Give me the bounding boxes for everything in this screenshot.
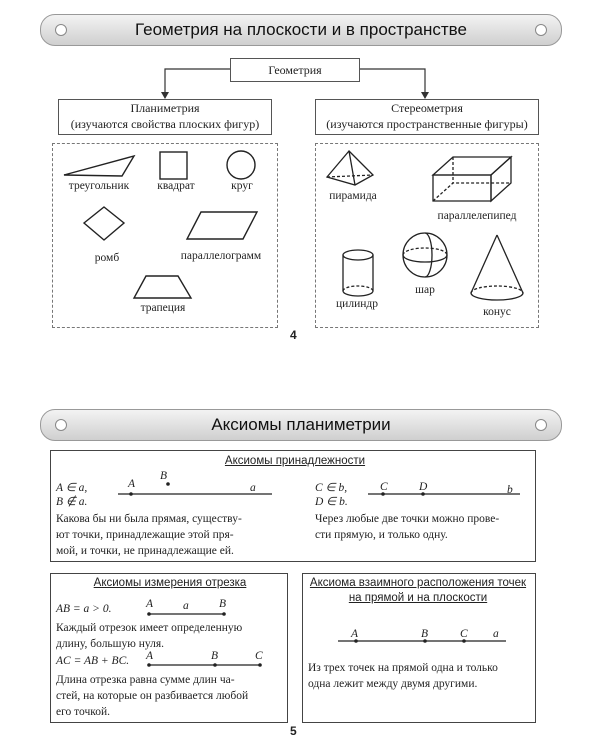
mutual-title-2: на прямой и на плоскости [348, 592, 488, 604]
text-line: его точкой. [56, 706, 111, 718]
point-label: A [146, 598, 154, 610]
point-label: a [183, 600, 189, 612]
banner-dot-icon [55, 419, 67, 431]
planimetry-name: Планиметрия [130, 101, 200, 115]
parallelepiped-icon [433, 157, 511, 201]
point-label: A [351, 628, 359, 640]
point-label: C [460, 628, 468, 640]
mutual-line [300, 630, 540, 650]
text-line: мой, и точки, не принадлежащие ей. [56, 545, 234, 557]
banner-dot-icon [535, 419, 547, 431]
text-line: стей, на которые он разбивается любой [56, 690, 249, 702]
belonging-left-text [56, 511, 296, 559]
mutual-text [308, 660, 532, 692]
point-label: a [493, 628, 499, 640]
stereometry-name: Стереометрия [391, 101, 463, 115]
point-label: C [255, 650, 263, 662]
page-number: 5 [290, 724, 297, 738]
point-label: B [421, 628, 429, 640]
figure-label: шар [415, 284, 435, 296]
point-label: B [211, 650, 219, 662]
cone-icon [471, 235, 523, 300]
measure-text-1 [56, 620, 284, 652]
text-line: одна лежит между двумя другими. [308, 678, 478, 690]
figure-label: трапеция [140, 302, 186, 314]
figure-label: пирамида [329, 190, 377, 202]
triangle-icon [64, 156, 134, 176]
belonging-title: Аксиомы принадлежности [224, 455, 366, 467]
stereometry-box [315, 99, 539, 135]
formula: AC = AB + BC. [56, 655, 130, 667]
rhombus-icon [84, 207, 124, 240]
text-line: Какова бы ни была прямая, существу- [56, 513, 242, 525]
plane-figures-drawing [52, 143, 278, 328]
figure-label: параллелограмм [180, 250, 262, 262]
text-line: Длина отрезка равна сумме длин ча- [56, 674, 235, 686]
figure-label: цилиндр [336, 298, 378, 310]
figure-label: параллелепипед [437, 210, 517, 222]
text-line: Из трех точек на прямой одна и только [308, 662, 498, 674]
circle-icon [227, 151, 255, 179]
root-box [230, 58, 360, 82]
figure-label: треугольник [68, 180, 130, 192]
formula: C ∈ b, [315, 482, 348, 494]
measure-text-2 [56, 672, 284, 720]
sphere-icon [403, 233, 447, 277]
text-line: сти прямую, и только одну. [315, 529, 448, 541]
page5-title-banner [40, 409, 562, 441]
formula: D ∈ b. [315, 496, 348, 508]
page5-title: Аксиомы планиметрии [211, 415, 391, 434]
point-label: a [250, 482, 256, 494]
figure-label: ромб [94, 252, 120, 264]
measure-title: Аксиомы измерения отрезка [93, 577, 247, 589]
point-label: B [219, 598, 227, 610]
point-label: A [146, 650, 154, 662]
pyramid-icon [327, 151, 373, 185]
cylinder-icon [343, 250, 373, 296]
text-line: ют точки, принадлежащие этой пря- [56, 529, 234, 541]
figure-label: конус [483, 306, 511, 318]
text-line: Каждый отрезок имеет определенную [56, 622, 243, 634]
page4-title: Геометрия на плоскости и в пространстве [135, 20, 467, 39]
point-label: D [419, 481, 428, 493]
trapezoid-icon [134, 276, 191, 298]
stereometry-desc: (изучаются пространственные фигуры) [326, 117, 528, 131]
planimetry-desc: (изучаются свойства плоских фигур) [70, 117, 260, 131]
formula: B ∉ a. [56, 496, 88, 508]
parallelogram-icon [187, 212, 257, 239]
text-line: длину, большую нуля. [56, 638, 165, 650]
tree-connectors [0, 0, 600, 110]
formula: A ∈ a, [56, 482, 88, 494]
planimetry-box [58, 99, 272, 135]
root-label: Геометрия [268, 63, 322, 77]
point-label: b [507, 484, 513, 496]
point-label: A [128, 478, 136, 490]
mutual-title-1: Аксиома взаимного расположения точек [309, 577, 527, 589]
point-label: B [160, 470, 168, 482]
belonging-right-text [315, 511, 530, 543]
text-line: Через любые две точки можно прове- [315, 513, 500, 525]
formula: AB = a > 0. [56, 603, 112, 615]
point-label: C [380, 481, 388, 493]
figure-label: квадрат [157, 180, 195, 192]
figure-label: круг [231, 180, 253, 192]
page-number: 4 [290, 328, 297, 342]
square-icon [160, 152, 187, 179]
